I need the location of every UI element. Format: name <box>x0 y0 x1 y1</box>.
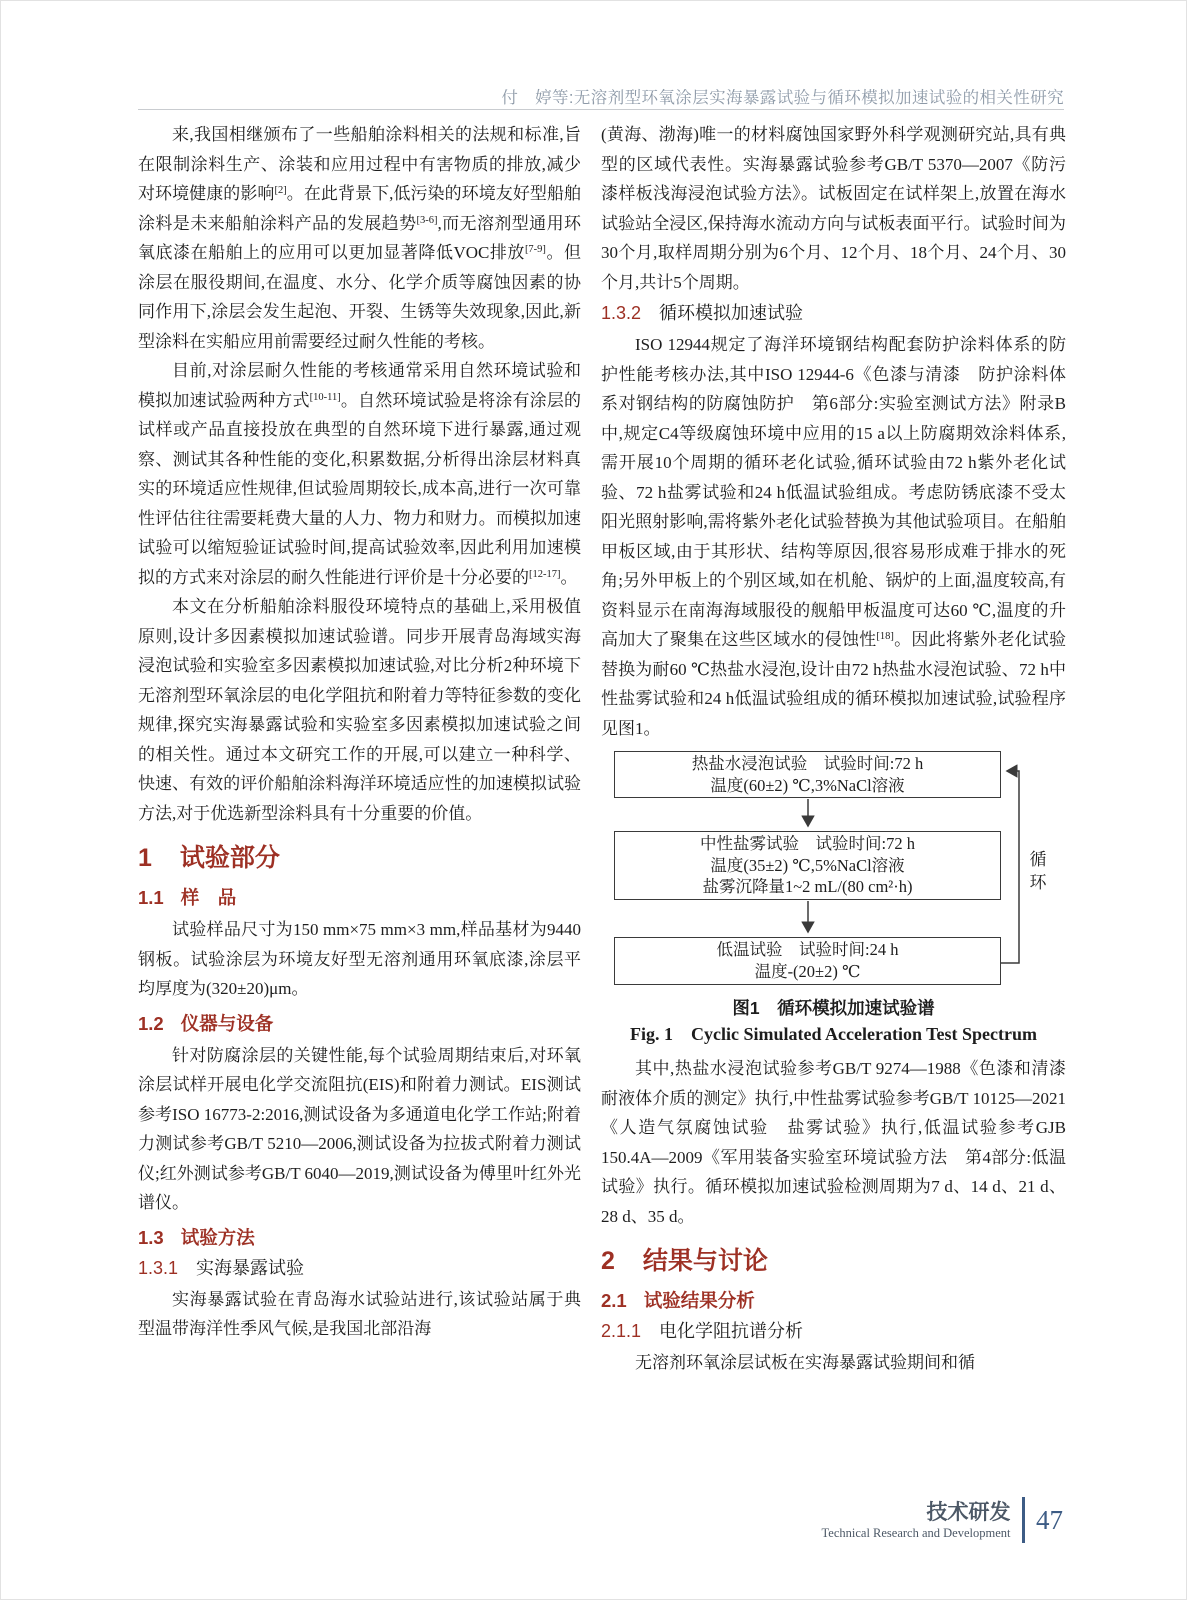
footer-section-cn: 技术研发 <box>926 1500 1011 1524</box>
figure-1 <box>601 751 1066 1048</box>
figure-caption-cn: 图1 循环模拟加速试验谱 <box>732 998 935 1018</box>
flow-box-neutral-salt-spray: 中性盐雾试验 试验时间:72 h 温度(35±2) ℃,5%NaCl溶液 盐雾沉降量1~2 mL/(80 cm²·h) <box>614 831 1001 900</box>
paragraph: 来,我国相继颁布了一些船舶涂料相关的法规和标准,旨在限制涂料生产、涂装和应用过程中有害物质的排放,减少对环境健康的影响[2]。在此背景下,低污染的环境友好型船舶涂料是未来船舶涂料产品的发展趋势[3-6],而无溶剂型通用环氧底漆在船舶上的应用可以更加显著降低VOC排放[7-9]。但涂层在服役期间,在温度、水分、化学介质等腐蚀因素的协同作用下,涂层会发生起泡、开裂、生锈等失效现象,因此,新型涂料在实船应用前需要经过耐久性能的考核。 <box>138 125 582 351</box>
footer-section-en: Technical Research and Development <box>821 1525 1011 1540</box>
right-column <box>601 120 1083 1378</box>
subsection-heading-2-1: 2.1 试验结果分析 <box>601 1290 755 1311</box>
figure-caption-en: Fig. 1 Cyclic Simulated Acceleration Test Spectrum <box>630 1024 1037 1044</box>
subsubsection-heading-1-3-1: 1.3.1 实海暴露试验 <box>138 1257 305 1278</box>
running-head: 付 婷等:无溶剂型环氧涂层实海暴露试验与循环模拟加速试验的相关性研究 <box>501 89 1064 107</box>
subsection-heading-1-3: 1.3 试验方法 <box>138 1226 255 1248</box>
header-rule <box>138 109 1064 110</box>
subsubsection-heading-1-3-2: 1.3.2 循环模拟加速试验 <box>601 303 804 323</box>
page-footer <box>822 1497 1063 1543</box>
paragraph: 其中,热盐水浸泡试验参考GB/T 9274—1988《色漆和清漆 耐液体介质的测定》执行,中性盐雾试验参考GB/T 10125—2021《人造气氛腐蚀试验 盐雾试验》执行,低温试验参考GJB 150.4A—2009《军用装备实验室环境试验方法 第4部分:低温试验》执行。循环模拟加速试验检测周期为7 d、14 d、21 d、28 d、35 d。 <box>601 1059 1083 1226</box>
section-heading-1: 1 试验部分 <box>138 844 280 872</box>
subsection-heading-1-2: 1.2 仪器与设备 <box>138 1012 274 1034</box>
paragraph: 针对防腐涂层的关键性能,每个试验周期结束后,对环氧涂层试样开展电化学交流阻抗(EIS)和附着力测试。EIS测试参考ISO 16773-2:2016,测试设备为多通道电化学工作站;附着力测试参考GB/T 5210—2006,测试设备为拉拔式附着力测试仪;红外测试参考GB/T 6040—2019,测试设备为傅里叶红外光谱仪。 <box>138 1045 581 1212</box>
paragraph: (黄海、渤海)唯一的材料腐蚀国家野外科学观测研究站,具有典型的区域代表性。实海暴露试验参考GB/T 5370—2007《防污漆样板浅海浸泡试验方法》。试板固定在试样架上,放置在海水试验站全浸区,保持海水流动方向与试板表面平行。试验时间为30个月,取样周期分别为6个月、12个月、18个月、24个月、30个月,共计5个周期。 <box>601 125 1066 292</box>
two-column-body <box>138 120 1083 1378</box>
flow-box-hot-salt-immersion: 热盐水浸泡试验 试验时间:72 h 温度(60±2) ℃,3%NaCl溶液 <box>614 751 1001 798</box>
paragraph: 目前,对涂层耐久性能的考核通常采用自然环境试验和模拟加速试验两种方式[10-11]。自然环境试验是将涂有涂层的试样或产品直接投放在典型的自然环境下进行暴露,通过观察、测试其各种性能的变化,积累数据,分析得出涂层材料真实的环境适应性规律,但试验周期较长,成本高,进行一次可靠性评估往往需要耗费大量的人力、物力和财力。而模拟加速试验可以缩短验证试验时间,提高试验效率,因此利用加速模拟的方式来对涂层的耐久性能进行评价是十分必要的[12-17]。 <box>138 361 582 587</box>
footer-divider-bar <box>1022 1497 1026 1543</box>
cyclic-test-flowchart <box>601 751 1066 987</box>
flow-box-low-temperature: 低温试验 试验时间:24 h 温度-(20±2) ℃ <box>614 937 1001 985</box>
loop-label: 循环 <box>1029 850 1047 892</box>
flow-arrows <box>601 751 1066 987</box>
paragraph: 实海暴露试验在青岛海水试验站进行,该试验站属于典型温带海洋性季风气候,是我国北部沿海 <box>138 1289 581 1338</box>
paragraph: 本文在分析船舶涂料服役环境特点的基础上,采用极值原则,设计多因素模拟加速试验谱。同步开展青岛海域实海浸泡试验和实验室多因素模拟加速试验,对比分析2种环境下无溶剂型环氧涂层的电化学阻抗和附着力等特征参数的变化规律,探究实海暴露试验和实验室多因素模拟加速试验之间的相关性。通过本文研究工作的开展,可以建立一种科学、快速、有效的评价船舶涂料海洋环境适应性的加速模拟试验方法,对于优选新型涂料具有十分重要的价值。 <box>138 597 581 823</box>
section-heading-2: 2 结果与讨论 <box>601 1247 768 1275</box>
subsubsection-heading-2-1-1: 2.1.1 电化学阻抗谱分析 <box>601 1321 804 1341</box>
paragraph: 无溶剂环氧涂层试板在实海暴露试验期间和循 <box>635 1353 975 1372</box>
footer-section-label <box>822 1500 1011 1541</box>
subsection-heading-1-1: 1.1 样 品 <box>138 887 237 908</box>
paragraph: 试验样品尺寸为150 mm×75 mm×3 mm,样品基材为9440钢板。试验涂层为环境友好型无溶剂通用环氧底漆,涂层平均厚度为(320±20)μm。 <box>138 920 581 998</box>
page-number: 47 <box>1036 1504 1063 1535</box>
left-column <box>138 120 581 1378</box>
paragraph: ISO 12944规定了海洋环境钢结构配套防护涂料体系的防护性能考核办法,其中ISO 12944-6《色漆与清漆 防护涂料体系对钢结构的防腐蚀防护 第6部分:实验室测试方法》附录B中,规定C4等级腐蚀环境中应用的15 a以上防腐期效涂料体系,需开展10个周期的循环老化试验,循环试验由72 h紫外老化试验、72 h盐雾试验和24 h低温试验组成。考虑防锈底漆不受太阳光照射影响,需将紫外老化试验替换为其他试验项目。在船舶甲板区域,由于其形状、结构等原因,很容易形成难于排水的死角;另外甲板上的个别区域,如在机舱、锅炉的上面,温度较高,有资料显示在南海海域服役的舰船甲板温度可达60 ℃,温度的升高加大了聚集在这些区域水的侵蚀性[18]。因此将紫外老化试验替换为耐60 ℃热盐水浸泡,设计由72 h热盐水浸泡试验、72 h中性盐雾试验和24 h低温试验组成的循环模拟加速试验,试验程序见图1。 <box>601 335 1067 738</box>
